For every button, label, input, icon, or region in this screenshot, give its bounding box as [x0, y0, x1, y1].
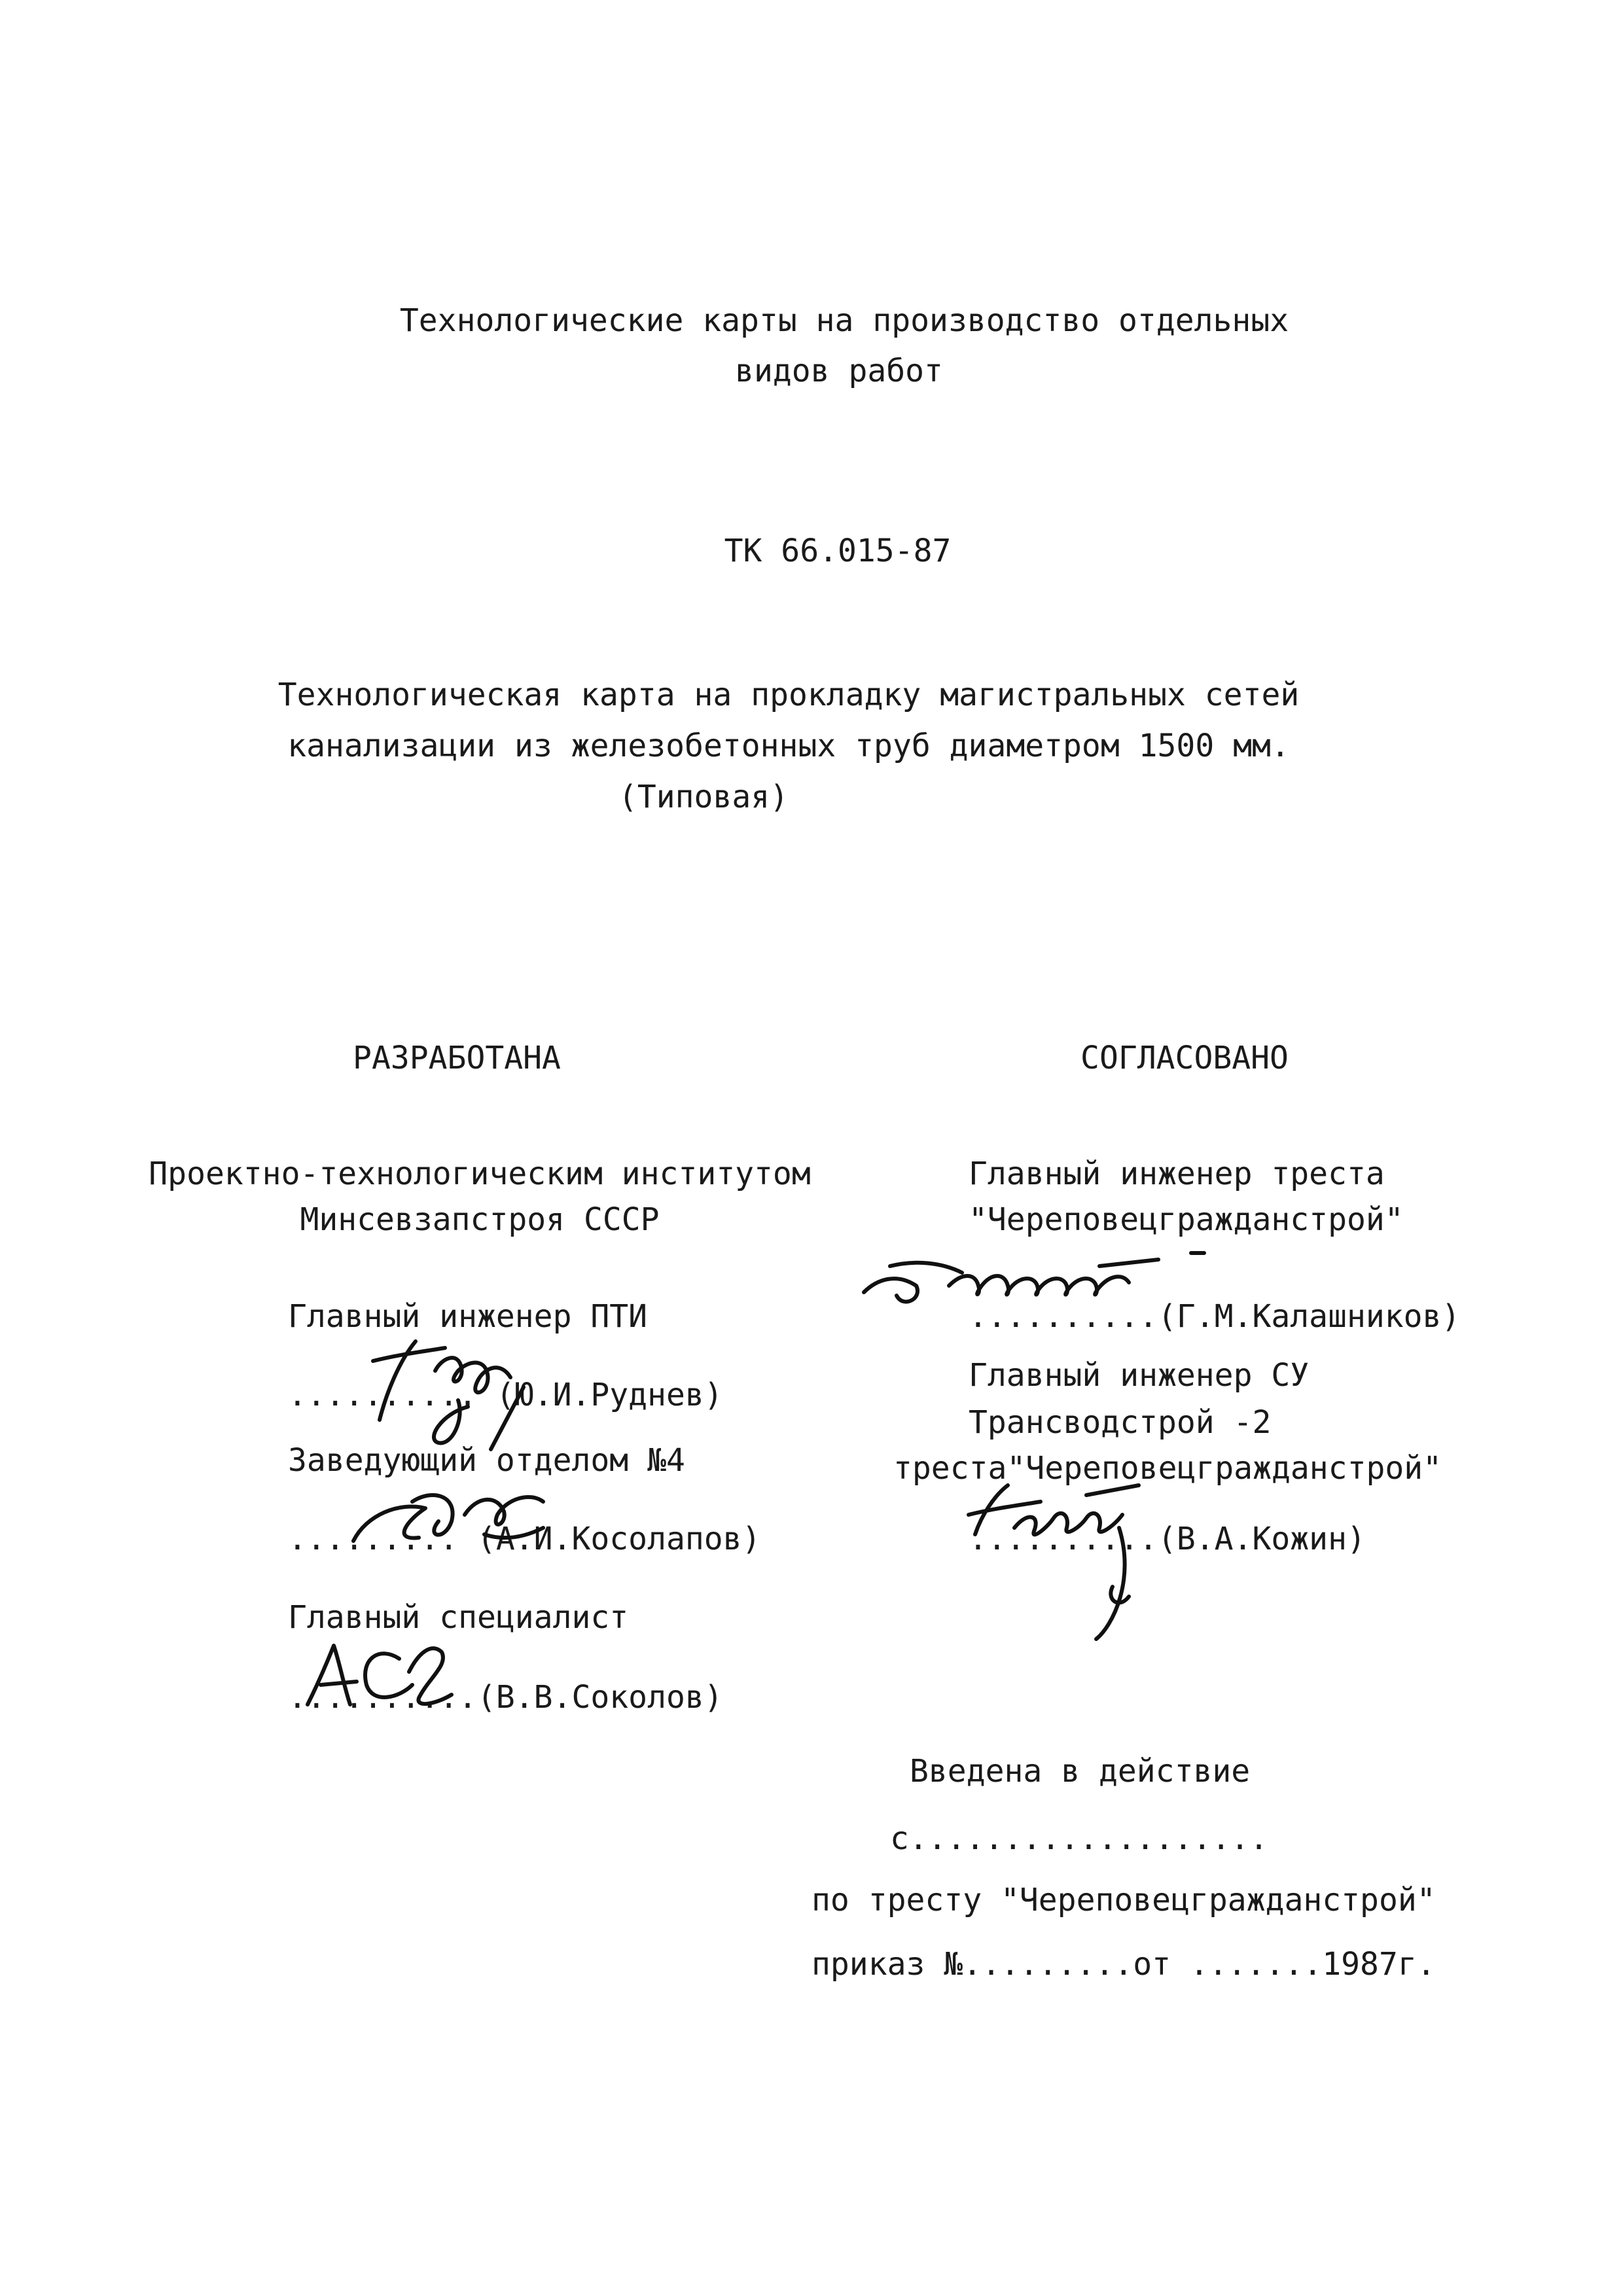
developer-org-line1: Проектно-технологическим институтом: [149, 1156, 811, 1192]
enactment-trust-line: по тресту "Череповецгражданстрой": [812, 1882, 1436, 1918]
trust-chief-engineer-title-line1: Главный инженер треста: [969, 1156, 1385, 1192]
signature-sokolov-icon: [294, 1633, 465, 1718]
su-chief-engineer-title-line2: Трансводстрой -2: [969, 1404, 1272, 1441]
document-title-line2: канализации из железобетонных труб диаметром 1500 мм.: [287, 728, 1290, 764]
trust-chief-engineer-signature-line: ..........(Г.М.Калашников): [969, 1298, 1461, 1335]
su-chief-engineer-title-line1: Главный инженер СУ: [969, 1357, 1310, 1394]
chief-specialist-signature-line: ..........(В.В.Соколов): [288, 1679, 723, 1716]
su-chief-engineer-signature-line: ..........(В.А.Кожин): [969, 1521, 1366, 1557]
series-title-line1: Технологические карты на производство отдельных: [399, 302, 1289, 339]
enactment-order-line: приказ №.........от .......1987г.: [812, 1946, 1436, 1983]
document-title-line1: Технологическая карта на прокладку магистральных сетей: [277, 677, 1300, 713]
developer-org-line2: Минсевзапстроя СССР: [300, 1201, 660, 1238]
series-title-line2: видов работ: [735, 353, 943, 389]
document-title-line3: (Типовая): [618, 779, 789, 815]
enactment-line1: Введена в действие: [910, 1753, 1251, 1790]
pti-chief-engineer-signature-line: .......... (Ю.И.Руднев): [288, 1377, 723, 1413]
trust-chief-engineer-title-line2: "Череповецгражданстрой": [969, 1201, 1404, 1238]
signature-kosolapov-icon: [327, 1475, 576, 1561]
su-chief-engineer-title-line3: треста"Череповецгражданстрой": [893, 1450, 1442, 1487]
department-head-signature-line: ......... (А.И.Косолапов): [288, 1521, 761, 1557]
document-code: ТК 66.015-87: [724, 533, 952, 569]
department-head-title: Заведующий отделом №4: [288, 1442, 685, 1479]
signature-kalashnikov-icon: [851, 1246, 1270, 1318]
pti-chief-engineer-title: Главный инженер ПТИ: [288, 1298, 648, 1335]
enactment-date-line: с...................: [890, 1820, 1268, 1857]
chief-specialist-title: Главный специалист: [288, 1599, 629, 1636]
agreed-heading: СОГЛАСОВАНО: [1080, 1040, 1289, 1076]
developed-heading: РАЗРАБОТАНА: [353, 1040, 561, 1076]
signature-kozhin-icon: [955, 1462, 1171, 1646]
signature-rudnev-icon: [327, 1322, 576, 1453]
